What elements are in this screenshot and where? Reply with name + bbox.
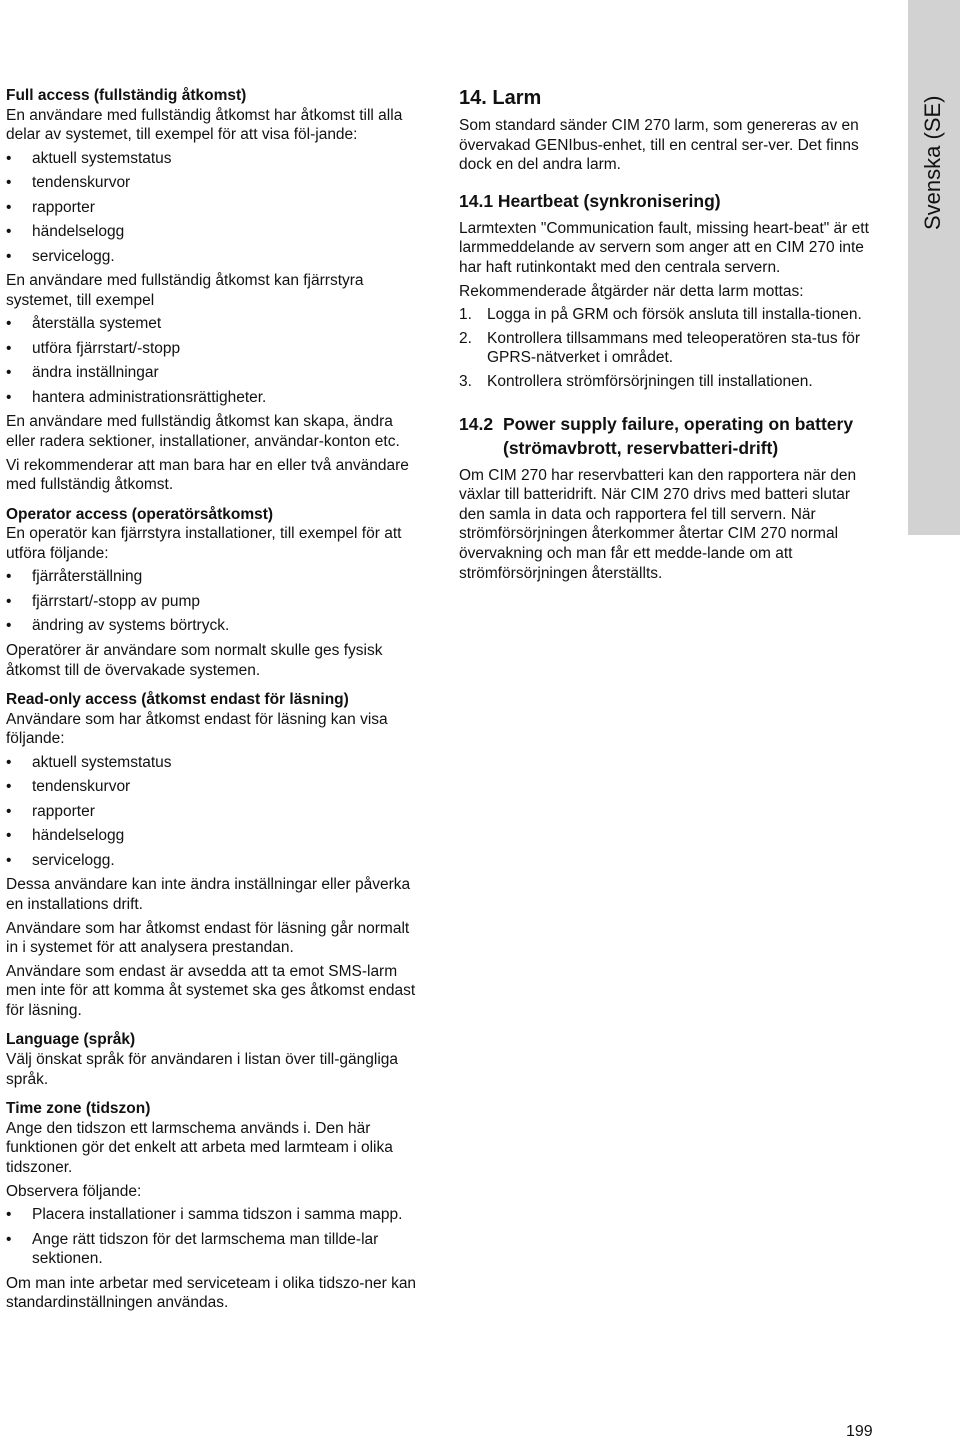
heartbeat-text: Larmtexten "Communication fault, missing heart-beat" är ett larmmeddelande av servern som anger att en CIM 270 inte har haft rutinkontakt med den centrala servern. xyxy=(459,219,869,276)
heartbeat-steps xyxy=(459,305,879,391)
list-item: • rapporter xyxy=(6,198,418,218)
list-item: 3. Kontrollera strömförsörjningen till installationen. xyxy=(459,372,813,390)
list-item: • Placera installationer i samma tidszon i samma mapp. xyxy=(6,1205,418,1225)
list-item: • aktuell systemstatus xyxy=(6,753,418,773)
full-access-create-text: En användare med fullständig åtkomst kan skapa, ändra eller radera sektioner, installationer, användar-konton etc. xyxy=(6,413,400,450)
list-item: • utföra fjärrstart/-stopp xyxy=(6,339,418,359)
section-title: Power supply failure, operating on battery (strömavbrott, reservbatteri-drift) xyxy=(503,413,854,458)
power-failure-heading xyxy=(459,412,879,460)
timezone-outro: Om man inte arbetar med serviceteam i olika tidszo-ner kan standardinställningen användas. xyxy=(6,1274,417,1312)
list-item: • ändring av systems börtryck. xyxy=(6,616,418,636)
list-item: • fjärråterställning xyxy=(6,567,418,587)
larm-text: Som standard sänder CIM 270 larm, som genereras av en övervakad GENIbus-enhet, till en central ser-ver. Det finns dock en del andra larm. xyxy=(459,117,859,174)
list-item: 2. Kontrollera tillsammans med teleoperatören sta-tus för GPRS-nätverket i området. xyxy=(459,329,861,367)
heartbeat-heading: 14.1 Heartbeat (synkronisering) xyxy=(459,190,721,211)
list-item: • aktuell systemstatus xyxy=(6,149,418,169)
section-number: 14.2 xyxy=(459,413,494,434)
page-number: 199 xyxy=(846,1423,873,1440)
power-failure-text: Om CIM 270 har reservbatteri kan den rapportera när den växlar till batteridrift. När CIM 270 drivs med batteri slutar den samla in data och rapportera fel till servern. När strömförsörjningen återkommer återtar CIM 270 normal övervakning och man får ett medde-lande om att strömförsörjningen återställts. xyxy=(459,466,857,582)
full-access-recommend-text: Vi rekommenderar att man bara har en eller två användare med fullständig åtkomst. xyxy=(6,456,409,494)
list-item: • händelselogg xyxy=(6,222,418,242)
operator-access-list xyxy=(6,567,418,636)
list-item: • hantera administrationsrättigheter. xyxy=(6,388,418,408)
list-item: • fjärrstart/-stopp av pump xyxy=(6,592,418,612)
timezone-text: Ange den tidszon ett larmschema används i. Den här funktionen gör det enkelt att arbeta med larmteam i olika tidszoner. xyxy=(6,1119,393,1177)
readonly-access-intro: Användare som har åtkomst endast för läsning kan visa följande: xyxy=(6,710,388,748)
list-item: • servicelogg. xyxy=(6,247,418,267)
list-item: • tendenskurvor xyxy=(6,777,418,797)
timezone-list xyxy=(6,1205,418,1269)
readonly-access-p2: Användare som har åtkomst endast för läsning går normalt in i systemet för att analysera prestandan. xyxy=(6,919,410,957)
list-item: • tendenskurvor xyxy=(6,173,418,193)
chapter-heading-larm: 14. Larm xyxy=(459,87,542,109)
language-heading: Language (språk) xyxy=(6,1031,136,1049)
full-access-remote-intro: En användare med fullständig åtkomst kan fjärrstyra systemet, till exempel xyxy=(6,272,364,309)
operator-access-heading: Operator access (operatörsåtkomst) xyxy=(6,505,274,523)
list-item: • ändra inställningar xyxy=(6,363,418,383)
timezone-heading: Time zone (tidszon) xyxy=(6,1100,151,1118)
full-access-view-list xyxy=(6,149,418,267)
language-text: Välj önskat språk för användaren i listan över till-gängliga språk. xyxy=(6,1051,399,1088)
readonly-access-heading: Read-only access (åtkomst endast för läsning) xyxy=(6,691,349,709)
language-side-tab xyxy=(908,0,960,535)
readonly-access-list xyxy=(6,753,418,871)
list-item: • Ange rätt tidszon för det larmschema man tillde-lar sektionen. xyxy=(6,1230,418,1269)
operator-access-intro: En operatör kan fjärrstyra installationer, till exempel för att utföra följande: xyxy=(6,525,402,562)
left-column xyxy=(6,86,418,1317)
language-tab-label: Svenska (SE) xyxy=(920,95,945,230)
list-item: • återställa systemet xyxy=(6,314,418,334)
readonly-access-p3: Användare som endast är avsedda att ta emot SMS-larm men inte för att komma åt systemet ska ges åtkomst endast för läsning. xyxy=(6,962,416,1019)
full-access-heading: Full access (fullständig åtkomst) xyxy=(6,87,247,104)
timezone-observe: Observera följande: xyxy=(6,1182,142,1200)
list-item: 1. Logga in på GRM och försök ansluta till installa-tionen. xyxy=(459,306,862,324)
operator-access-note: Operatörer är användare som normalt skulle ges fysisk åtkomst till de övervakade systemen. xyxy=(6,641,383,679)
list-item: • servicelogg. xyxy=(6,851,418,871)
list-item: • händelselogg xyxy=(6,826,418,846)
list-item: • rapporter xyxy=(6,802,418,822)
heartbeat-recommendation: Rekommenderade åtgärder när detta larm mottas: xyxy=(459,282,804,300)
full-access-remote-list xyxy=(6,314,418,407)
right-column xyxy=(459,86,879,587)
full-access-intro: En användare med fullständig åtkomst har åtkomst till alla delar av systemet, till exempel för att visa föl-jande: xyxy=(6,106,403,144)
readonly-access-p1: Dessa användare kan inte ändra inställningar eller påverka en installations drift. xyxy=(6,876,411,913)
